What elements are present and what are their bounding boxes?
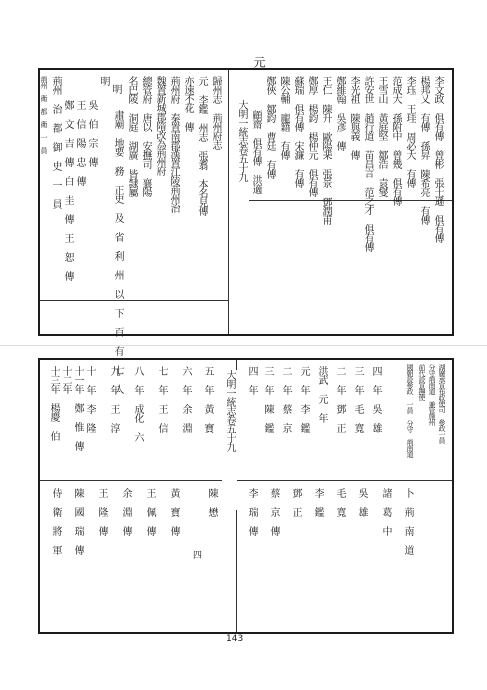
text-column: 李文政 俱有傳 曾彬 張士遜 俱有傳	[432, 76, 443, 242]
year-row: 五 年 黃 寶	[202, 366, 213, 432]
header-note: 分守荊南道 兼管施州	[428, 364, 436, 425]
text-column: 蘇瑞 俱有傳 宋濂 有傳	[292, 76, 303, 187]
text-column: 明	[98, 76, 109, 85]
text-column: 鄭維翰 吳彥 傳	[334, 76, 345, 150]
section-head: 明	[110, 84, 121, 93]
row-divider	[40, 480, 452, 481]
text-column: 王 信 陽 忠 傳	[74, 100, 85, 185]
text-column: 肅廟 地要 務 正史 及 省 利 州 以 下 百 有 七 人	[112, 110, 123, 393]
stamp-mark: 四	[191, 550, 201, 558]
text-column: 亦速不花 傳	[182, 76, 193, 131]
official-name: 李 鑑	[312, 488, 323, 516]
official-name: 余 淵 傳	[120, 488, 131, 535]
year-row: 八 年 成化 六	[132, 366, 143, 441]
year-row: 四 年	[246, 366, 257, 394]
year-row: 六 年 余 淵	[180, 366, 191, 432]
text-column: 總管府 唐以 安撫司 襄陽	[140, 76, 151, 196]
year-row: 四 年 吳 雄	[370, 366, 381, 432]
page-number: 143	[226, 634, 244, 644]
official-name: 陳 懋	[206, 488, 217, 516]
text-column: 元 李鑑 州志 張翥 本名見傳	[196, 76, 207, 215]
text-column: 陳公輔 龐籍 有傳	[278, 76, 289, 159]
year-row: 十一年 鄭 惟 傳	[72, 366, 83, 450]
text-column: 范成大 孫附中 曾幾 俱有傳	[390, 76, 401, 205]
year-row: 三 年 毛 寬	[352, 366, 363, 432]
year-row: 二 年 鄧 正	[334, 366, 345, 432]
text-column: 李珏 王珪 周必大 有傳	[404, 76, 415, 187]
text-column: 楊邦乂 有傳 孫昇 陳希亮 有傳	[418, 76, 429, 224]
text-column: 許安世 趙行道 苗昌言 范之才 俱有傳	[362, 76, 373, 251]
bottom-page-frame	[38, 358, 454, 634]
dynasty-label: 元	[252, 56, 266, 67]
header-note: 國朝設參政 一員 分守 荊南道	[406, 364, 414, 457]
text-column: 鄭厚 楊鈞 楊仲元 俱有傳	[306, 76, 317, 196]
year-row: 十 年 李 隆	[84, 366, 95, 432]
row-divider	[40, 300, 228, 301]
header-note: 前代設宣撫使	[418, 364, 426, 400]
text-column: 荊州 衛 都 衛 一 員	[40, 76, 48, 153]
official-name: 卜 荊 南 道	[402, 488, 413, 554]
year-row: 七 年 王 信	[156, 366, 167, 432]
official-name: 陳 國 瑞 傳	[72, 488, 83, 554]
header-note: 湖廣承宣布政使司 參政一員	[438, 364, 446, 443]
year-row: 九 年 王 淳	[108, 366, 119, 432]
text-column: 荊州府 秦置南郡漢置江陵荊州治	[168, 76, 179, 212]
text-column: 李光祖 陳與義 傳	[348, 76, 359, 159]
official-name: 王 佩 傳	[144, 488, 155, 535]
text-column: 王仁 陳升 歐陽棐 張景 鄧潤甫	[320, 76, 331, 224]
text-column: 名巴陵 洞庭 湖廣 皆隸屬	[126, 76, 137, 196]
year-row: 三 年 陳 鑑	[262, 366, 273, 432]
official-name: 毛 寬	[334, 488, 345, 516]
text-column: 歸州志 荊州府志	[210, 76, 221, 149]
year-row: 洪武 元 年	[316, 366, 327, 422]
year-row: 元 年 李 鑑	[298, 366, 309, 432]
official-name: 吳 雄	[356, 488, 367, 516]
column-divider	[228, 70, 229, 334]
text-column: 鄭俠 鄒鈞 曹廷 有傳	[264, 76, 275, 178]
text-column: 吳 伯 宗 傳	[86, 100, 97, 166]
volume-ribbon: 大明一統志卷五十九	[222, 370, 237, 510]
text-column: 荊州 治 都 御 史 一 員	[50, 76, 61, 208]
year-row: 二 年 蔡 京	[280, 366, 291, 432]
official-name: 諸 葛 中	[380, 488, 391, 535]
volume-ribbon: 大明一統志卷五十九	[234, 100, 249, 260]
text-column: 顧齋 俱有傳 洪適	[250, 110, 261, 193]
year-row: 十二年	[60, 366, 71, 393]
text-column: 王雪山 黃庭堅 鄒浩 袁燮	[376, 76, 387, 196]
text-column: 魏置新城郡隋改為荊州府	[154, 76, 165, 175]
year-row: 十三年 楊慶 伯	[48, 366, 59, 440]
official-name: 侍 衛 將 軍	[50, 488, 61, 554]
official-name: 王 隆 傳	[96, 488, 107, 535]
official-name: 李 瑞 傳	[246, 488, 257, 535]
official-name: 黃 寶 傳	[168, 488, 179, 535]
official-name: 蔡 京 傳	[268, 488, 279, 535]
text-column: 鄭 文 吉 傳 白 圭 傳 王 恕 傳	[62, 100, 73, 280]
page-fold	[0, 345, 487, 346]
official-name: 鄧 正	[290, 488, 301, 516]
